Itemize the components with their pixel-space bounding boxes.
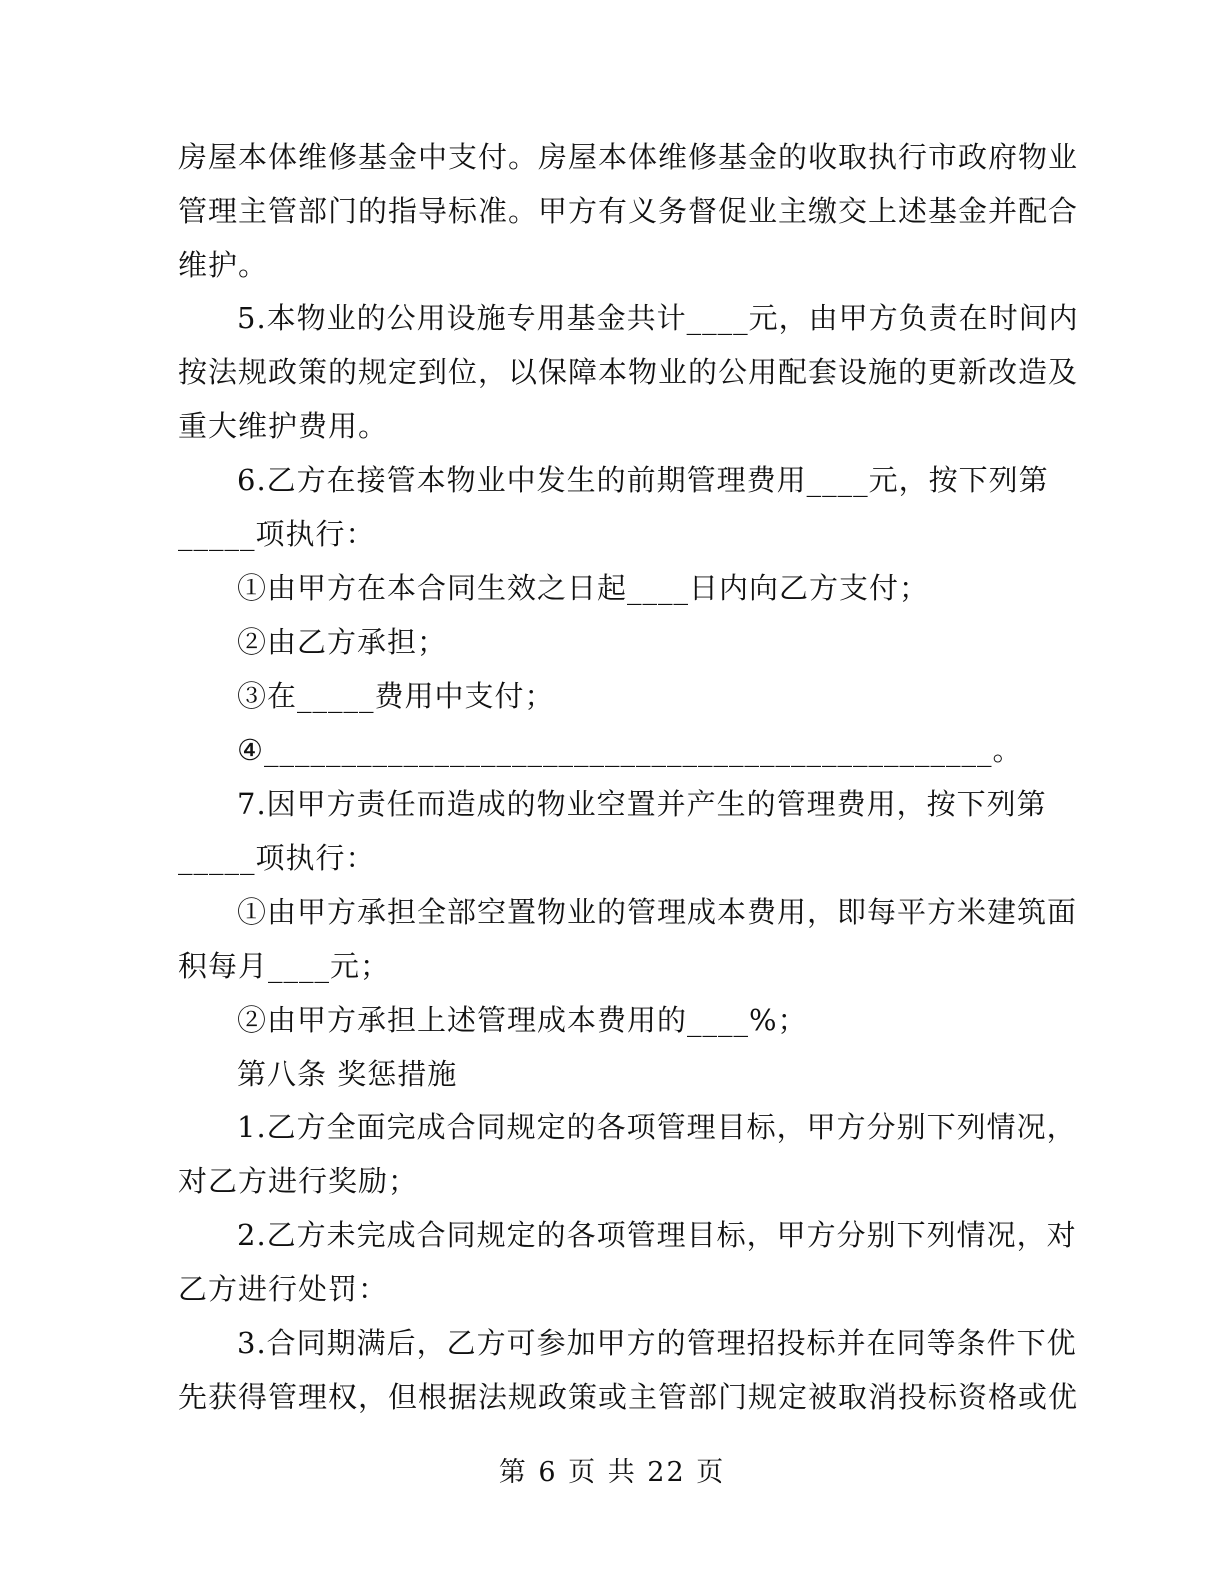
text-line: 3.合同期满后，乙方可参加甲方的管理招投标并在同等条件下优 — [237, 1326, 1077, 1360]
text-line: 按法规政策的规定到位，以保障本物业的公用配套设施的更新改造及 — [178, 355, 1079, 389]
text-line: 重大维护费用。 — [178, 409, 389, 443]
text-line: 6.乙方在接管本物业中发生的前期管理费用____元，按下列第 — [237, 463, 1049, 497]
text-line: ①由甲方承担全部空置物业的管理成本费用，即每平方米建筑面 — [237, 895, 1078, 929]
text-line: 维护。 — [178, 248, 269, 282]
text-line: ④_______________________________________________。 — [237, 733, 1023, 767]
text-line: 7.因甲方责任而造成的物业空置并产生的管理费用，按下列第 — [237, 787, 1047, 821]
text-line: 对乙方进行奖励； — [178, 1164, 419, 1198]
text-line: ①由甲方在本合同生效之日起____日内向乙方支付； — [237, 571, 930, 605]
section-heading: 第八条 奖惩措施 — [237, 1057, 458, 1091]
text-line: 1.乙方全面完成合同规定的各项管理目标，甲方分别下列情况， — [237, 1110, 1077, 1144]
text-line: 积每月____元； — [178, 949, 391, 983]
text-line: _____项执行： — [178, 517, 376, 551]
text-line: 先获得管理权，但根据法规政策或主管部门规定被取消投标资格或优 — [178, 1380, 1079, 1414]
text-line: ②由乙方承担； — [237, 625, 448, 659]
text-line: ③在_____费用中支付； — [237, 679, 555, 713]
text-line: 管理主管部门的指导标准。甲方有义务督促业主缴交上述基金并配合 — [178, 194, 1079, 228]
text-line: 乙方进行处罚： — [178, 1272, 389, 1306]
text-line: _____项执行： — [178, 841, 376, 875]
page-footer: 第 6 页 共 22 页 — [498, 1457, 726, 1488]
text-line: 5.本物业的公用设施专用基金共计____元，由甲方负责在时间内 — [237, 301, 1079, 335]
text-line: 2.乙方未完成合同规定的各项管理目标，甲方分别下列情况，对 — [237, 1218, 1077, 1252]
text-line: ②由甲方承担上述管理成本费用的____%； — [237, 1003, 808, 1037]
text-line: 房屋本体维修基金中支付。房屋本体维修基金的收取执行市政府物业 — [178, 140, 1079, 174]
